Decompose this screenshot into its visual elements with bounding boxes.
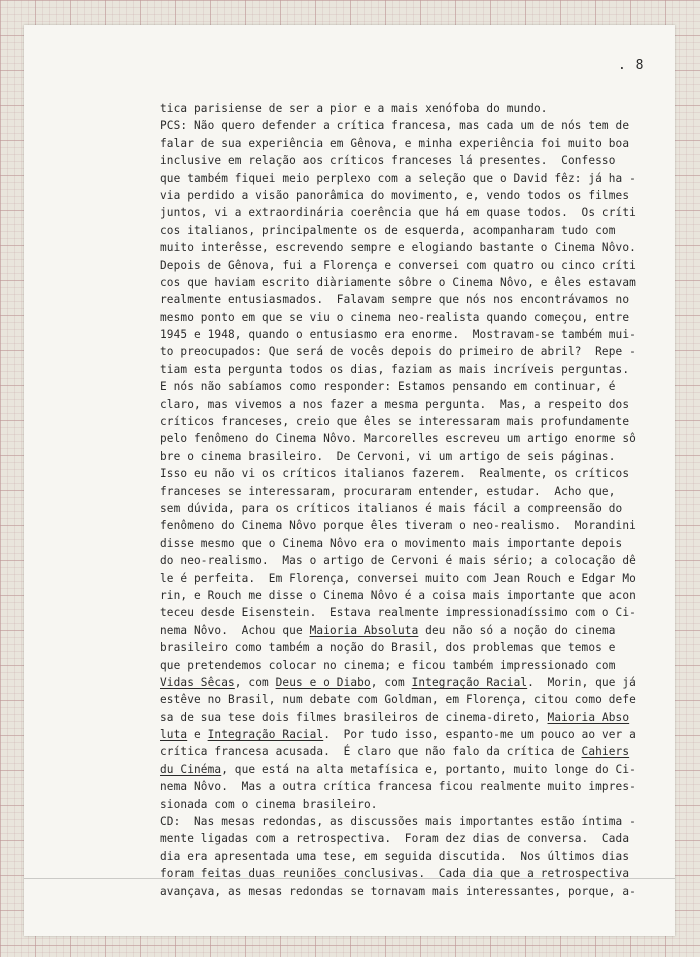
text-segment: nema Nôvo. Achou que [160, 623, 310, 637]
text-segment: brasileiro como também a noção do Brasil, dos problemas que temos e [160, 641, 616, 655]
text-line [160, 222, 640, 239]
text-line [160, 326, 640, 343]
page-number: . 8 [618, 58, 645, 73]
underlined-title: Vidas Sêcas [160, 675, 235, 689]
text-segment: Depois de Gênova, fui a Florença e conversei com quatro ou cinco críti [160, 258, 636, 272]
text-line [160, 709, 640, 726]
text-segment: bre o cinema brasileiro. De Cervoni, vi um artigo de seis páginas. [160, 449, 616, 463]
text-segment: críticos franceses, creio que êles se interessaram mais profundamente [160, 415, 630, 429]
text-line [160, 135, 640, 152]
text-segment: teceu desde Eisenstein. Estava realmente impressionadíssimo com o Ci- [160, 606, 636, 620]
text-segment: fenômeno do Cinema Nôvo porque êles tiveram o neo-realismo. Morandini [160, 519, 636, 533]
text-segment: , que está na alta metafísica e, portanto, muito longe do Ci- [221, 762, 636, 776]
text-segment: . Morin, que já [527, 675, 636, 689]
text-segment: CD: Nas mesas redondas, as discussões mais importantes estão íntima - [160, 815, 636, 829]
text-line [160, 170, 640, 187]
text-line [160, 848, 640, 865]
underlined-title: Integração Racial [207, 728, 324, 742]
text-segment: que pretendemos colocar no cinema; e ficou também impressionado com [160, 658, 616, 672]
text-segment: franceses se interessaram, procuraram entender, estudar. Acho que, [160, 484, 616, 498]
text-segment: avançava, as mesas redondas se tornavam mais interessantes, porque, a- [160, 884, 636, 898]
text-segment: foram feitas duas reuniões conclusivas. Cada dia que a retrospectiva [160, 867, 630, 881]
text-segment: deu não só a noção do cinema [418, 623, 616, 637]
underlined-title: Maioria Absoluta [309, 623, 419, 637]
text-line [160, 396, 640, 413]
text-segment: 1945 e 1948, quando o entusiasmo era enorme. Mostravam-se também mui- [160, 328, 636, 342]
underlined-title: Integração Racial [411, 675, 528, 689]
text-segment: mesmo ponto em que se viu o cinema neo-realista quando começou, entre [160, 310, 630, 324]
text-line [160, 239, 640, 256]
text-segment: le é perfeita. Em Florença, conversei muito com Jean Rouch e Edgar Mo [160, 571, 636, 585]
text-line [160, 570, 640, 587]
text-line [160, 187, 640, 204]
text-segment: inclusive em relação aos críticos franceses lá presentes. Confesso [160, 154, 616, 168]
text-segment: cos italianos, principalmente os de esquerda, acompanharam tudo com [160, 223, 616, 237]
text-line [160, 778, 640, 795]
text-segment: PCS: Não quero defender a crítica francesa, mas cada um de nós tem de [160, 119, 630, 133]
text-line [160, 413, 640, 430]
text-line [160, 343, 640, 360]
text-line [160, 587, 640, 604]
text-line [160, 726, 640, 743]
text-line [160, 448, 640, 465]
text-line [160, 517, 640, 534]
text-line [160, 761, 640, 778]
text-line [160, 865, 640, 882]
text-segment: tica parisiense de ser a pior e a mais xenófoba do mundo. [160, 102, 548, 115]
text-line [160, 552, 640, 569]
text-segment: Isso eu não vi os críticos italianos fazerem. Realmente, os críticos [160, 467, 630, 481]
underlined-title: du Cinéma [160, 762, 222, 776]
text-line [160, 257, 640, 274]
text-segment: rin, e Rouch me disse o Cinema Nôvo é a coisa mais importante que acon [160, 588, 636, 602]
text-segment: que também fiquei meio perplexo com a seleção que o David fêz: já ha - [160, 171, 636, 185]
text-segment: sa de sua tese dois filmes brasileiros de cinema-direto, [160, 710, 548, 724]
text-segment: pelo fenômeno do Cinema Nôvo. Marcorelles escreveu um artigo enorme sô [160, 432, 636, 446]
text-line [160, 883, 640, 900]
text-line [160, 465, 640, 482]
text-segment: , com [370, 675, 412, 689]
text-segment: nema Nôvo. Mas a outra crítica francesa ficou realmente muito impres- [160, 780, 636, 794]
text-segment: claro, mas vivemos a nos fazer a mesma pergunta. Mas, a respeito dos [160, 397, 630, 411]
text-line [160, 657, 640, 674]
text-segment: cos que haviam escrito diàriamente sôbre o Cinema Nôvo, e êles estavam [160, 275, 636, 289]
text-line [160, 604, 640, 621]
text-line [160, 204, 640, 221]
text-segment: E nós não sabíamos como responder: Estamos pensando em continuar, é [160, 380, 616, 394]
text-segment: disse mesmo que o Cinema Nôvo era o movimento mais importante depois [160, 536, 623, 550]
text-segment: falar de sua experiência em Gênova, e minha experiência foi muito boa [160, 136, 630, 150]
text-line [160, 830, 640, 847]
text-line [160, 100, 640, 117]
text-line [160, 483, 640, 500]
text-segment: sem dúvida, para os críticos italianos é mais fácil a compreensão do [160, 501, 623, 515]
underlined-title: Cahiers [581, 745, 630, 759]
text-segment: estêve no Brasil, num debate com Goldman, em Florença, citou como defe [160, 693, 636, 707]
text-segment: to preocupados: Que será de vocês depois do primeiro de abril? Repe - [160, 345, 636, 359]
text-segment: sionada com o cinema brasileiro. [160, 797, 378, 811]
text-line [160, 535, 640, 552]
paper-edge-line [24, 878, 675, 879]
text-line [160, 117, 640, 134]
text-line [160, 813, 640, 830]
text-line [160, 361, 640, 378]
text-segment: via perdido a visão panorâmica do movimento, e, vendo todos os filmes [160, 188, 630, 202]
underlined-title: Deus e o Diabo [275, 675, 371, 689]
underlined-title: luta [160, 728, 188, 742]
text-line [160, 674, 640, 691]
text-segment: realmente entusiasmados. Falavam sempre que nós nos encontrávamos no [160, 293, 630, 307]
text-line [160, 639, 640, 656]
text-segment: do neo-realismo. Mas o artigo de Cervoni é mais sério; a colocação dê [160, 554, 636, 568]
text-line [160, 691, 640, 708]
typewritten-text [160, 100, 640, 900]
text-line [160, 622, 640, 639]
text-segment: . Por tudo isso, espanto-me um pouco ao ver a [323, 728, 636, 742]
text-line [160, 743, 640, 760]
text-line [160, 796, 640, 813]
text-segment: mente ligadas com a retrospectiva. Foram dez dias de conversa. Cada [160, 832, 630, 846]
text-segment: tiam esta pergunta todos os dias, faziam as mais incríveis perguntas. [160, 362, 630, 376]
text-line [160, 152, 640, 169]
text-segment: , com [234, 675, 276, 689]
text-line [160, 291, 640, 308]
text-segment: crítica francesa acusada. É claro que não falo da crítica de [160, 745, 582, 759]
text-line [160, 274, 640, 291]
text-segment: e [187, 728, 208, 742]
text-line [160, 500, 640, 517]
text-line [160, 378, 640, 395]
underlined-title: Maioria Abso [547, 710, 630, 724]
text-segment: dia era apresentada uma tese, em seguida discutida. Nos últimos dias [160, 849, 630, 863]
text-line [160, 309, 640, 326]
text-line [160, 430, 640, 447]
text-segment: juntos, vi a extraordinária coerência que há em quase todos. Os críti [160, 206, 636, 220]
text-segment: muito interêsse, escrevendo sempre e elogiando bastante o Cinema Nôvo. [160, 241, 636, 255]
